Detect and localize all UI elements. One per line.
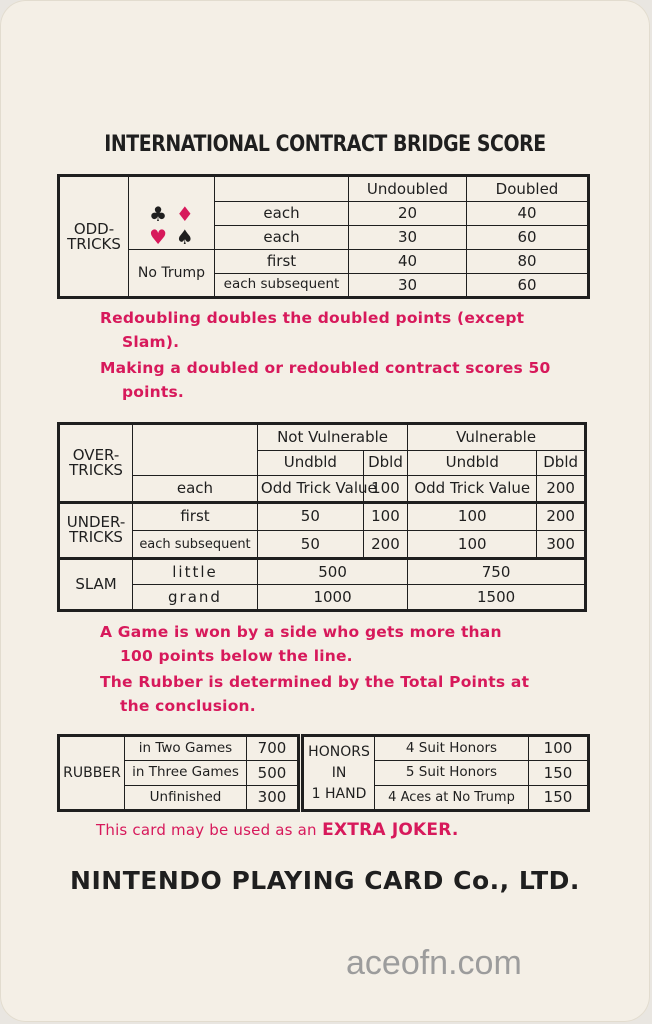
vulnerable-header: Vulnerable: [408, 424, 586, 451]
watermark: aceofn.com: [346, 944, 522, 982]
hearts-icon: ♥: [149, 225, 168, 250]
doubled-header: Doubled: [467, 176, 589, 202]
tricks-table: OVER- TRICKS Not Vulnerable Vulnerable Undbld Dbld Undbld Dbld each Odd Trick Value 100 Odd Trick Value 200 UNDER- TRICKS first 50 100 100 200 each subsequent 50 200 100 300 SLAM little 500 750 grand 1000 1500: [57, 422, 587, 612]
rubber-label: RUBBER: [59, 736, 125, 811]
card-title: INTERNATIONAL CONTRACT BRIDGE SCORE: [104, 132, 546, 157]
under-tricks-label: UNDER- TRICKS: [59, 502, 133, 558]
game-rubber-notes: A Game is won by a side who gets more than 100 points below the line. The Rubber is determined by the Total Points at the conclusion.: [100, 623, 530, 715]
major-suits: [129, 226, 215, 250]
odd-tricks-table: ODD- TRICKS Undoubled Doubled ♣ ♦ each 20 40 ♥ ♠ each 30 60 No Trump first 40 80 each subsequent 30 60: [57, 174, 590, 299]
not-vulnerable-header: Not Vulnerable: [257, 424, 407, 451]
no-trump-label: No Trump: [129, 250, 215, 298]
diamonds-icon: ♦: [175, 201, 194, 226]
honors-label: HONORS IN 1 HAND: [303, 736, 375, 811]
manufacturer-footer: NINTENDO PLAYING CARD Co., LTD.: [70, 866, 580, 895]
joker-note: This card may be used as an EXTRA JOKER.: [96, 820, 459, 840]
clubs-icon: ♣: [149, 201, 168, 226]
honors-table: HONORS IN 1 HAND 4 Suit Honors 100 5 Suit Honors 150 4 Aces at No Trump 150: [301, 734, 590, 812]
odd-tricks-label: ODD- TRICKS: [59, 176, 129, 298]
rubber-table: RUBBER in Two Games 700 in Three Games 500 Unfinished 300: [57, 734, 300, 812]
undoubled-header: Undoubled: [349, 176, 467, 202]
minor-suits: [129, 202, 215, 226]
spades-icon: ♠: [175, 225, 194, 250]
over-tricks-label: OVER- TRICKS: [59, 424, 133, 503]
redouble-notes: Redoubling doubles the doubled points (except Slam). Making a doubled or redoubled contract scores 50 points.: [100, 309, 551, 401]
slam-label: SLAM: [59, 559, 133, 611]
